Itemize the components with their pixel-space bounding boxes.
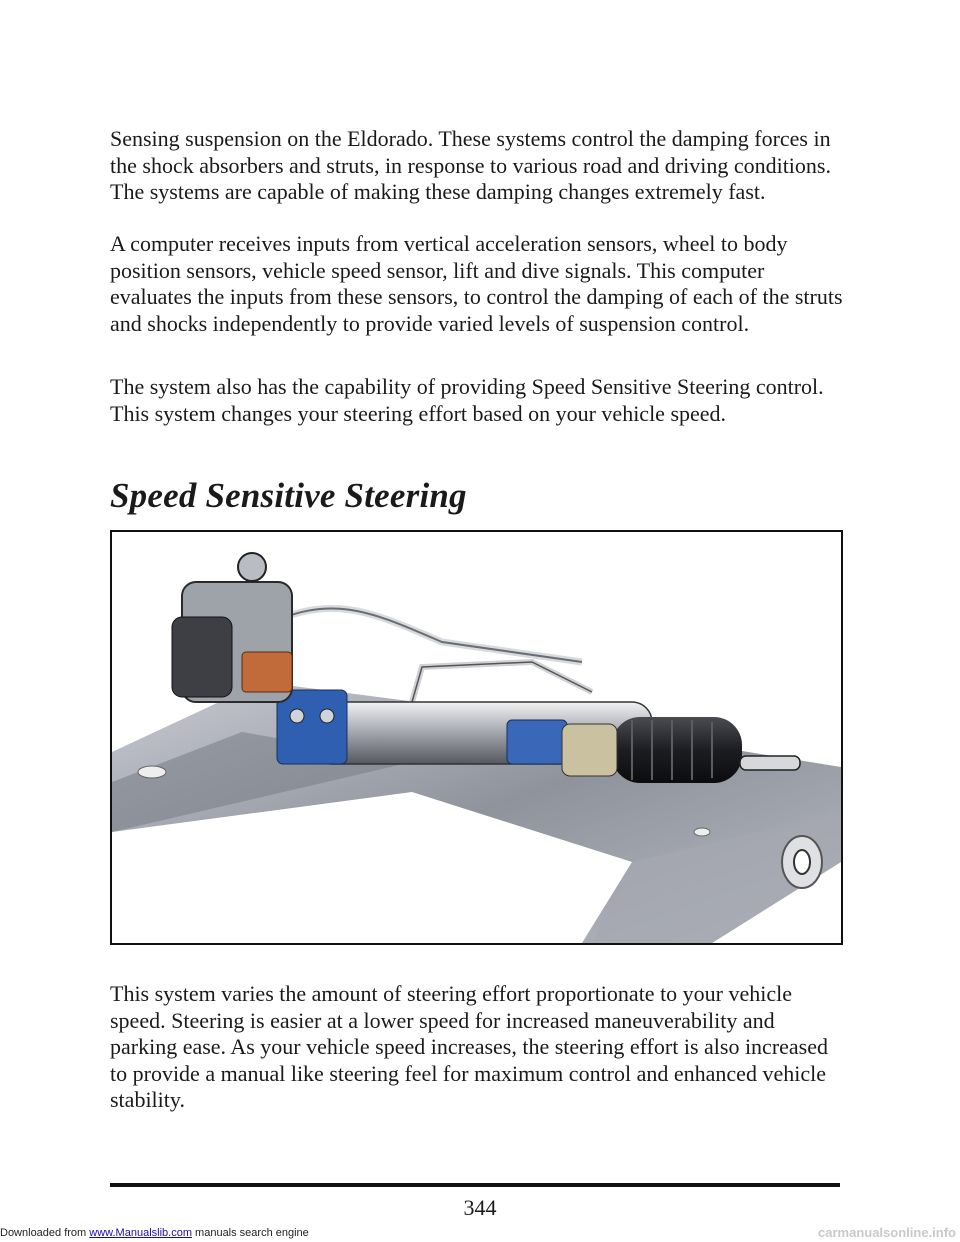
body-paragraph: A computer receives inputs from vertical acceleration sensors, wheel to body position sensors, vehicle speed sensor, lift and dive signals. This computer evaluates the inputs from these sensors, to control the damping of each of the struts and shocks independently to provide varied levels of suspension control. [110,231,843,336]
body-paragraph: The system also has the capability of providing Speed Sensitive Steering control. This system changes your steering effort based on your vehicle speed. [110,374,824,426]
watermark-text: carmanualsonline.info [818,1225,956,1240]
footer-rule [110,1183,840,1187]
hydraulic-line [262,608,582,662]
footer-suffix: manuals search engine [195,1227,309,1239]
steering-rack-drawing [112,532,841,943]
download-footer [0,1226,309,1240]
footer-prefix: Downloaded from [0,1227,87,1239]
body-paragraph: This system varies the amount of steering effort proportionate to your vehicle speed. Steering is easier at a lower speed for increased maneuverability and parking ease. As your vehicle speed increases, the steering effort is also increased to provide a manual like steering feel for maximum control and enhanced vehicle stability. [110,981,828,1112]
section-heading: Speed Sensitive Steering [110,476,467,515]
bellows-boot [612,717,742,783]
body-paragraph: Sensing suspension on the Eldorado. These systems control the damping forces in the shock absorbers and struts, in response to various road and driving conditions. The systems are capable of making these damping changes extremely fast. [110,126,831,204]
steering-rack-illustration [110,530,843,945]
mount-bracket [277,690,347,764]
tie-rod [740,756,800,770]
page-number: 344 [463,1195,497,1220]
manualslib-link[interactable]: www.Manualslib.com [89,1227,192,1239]
